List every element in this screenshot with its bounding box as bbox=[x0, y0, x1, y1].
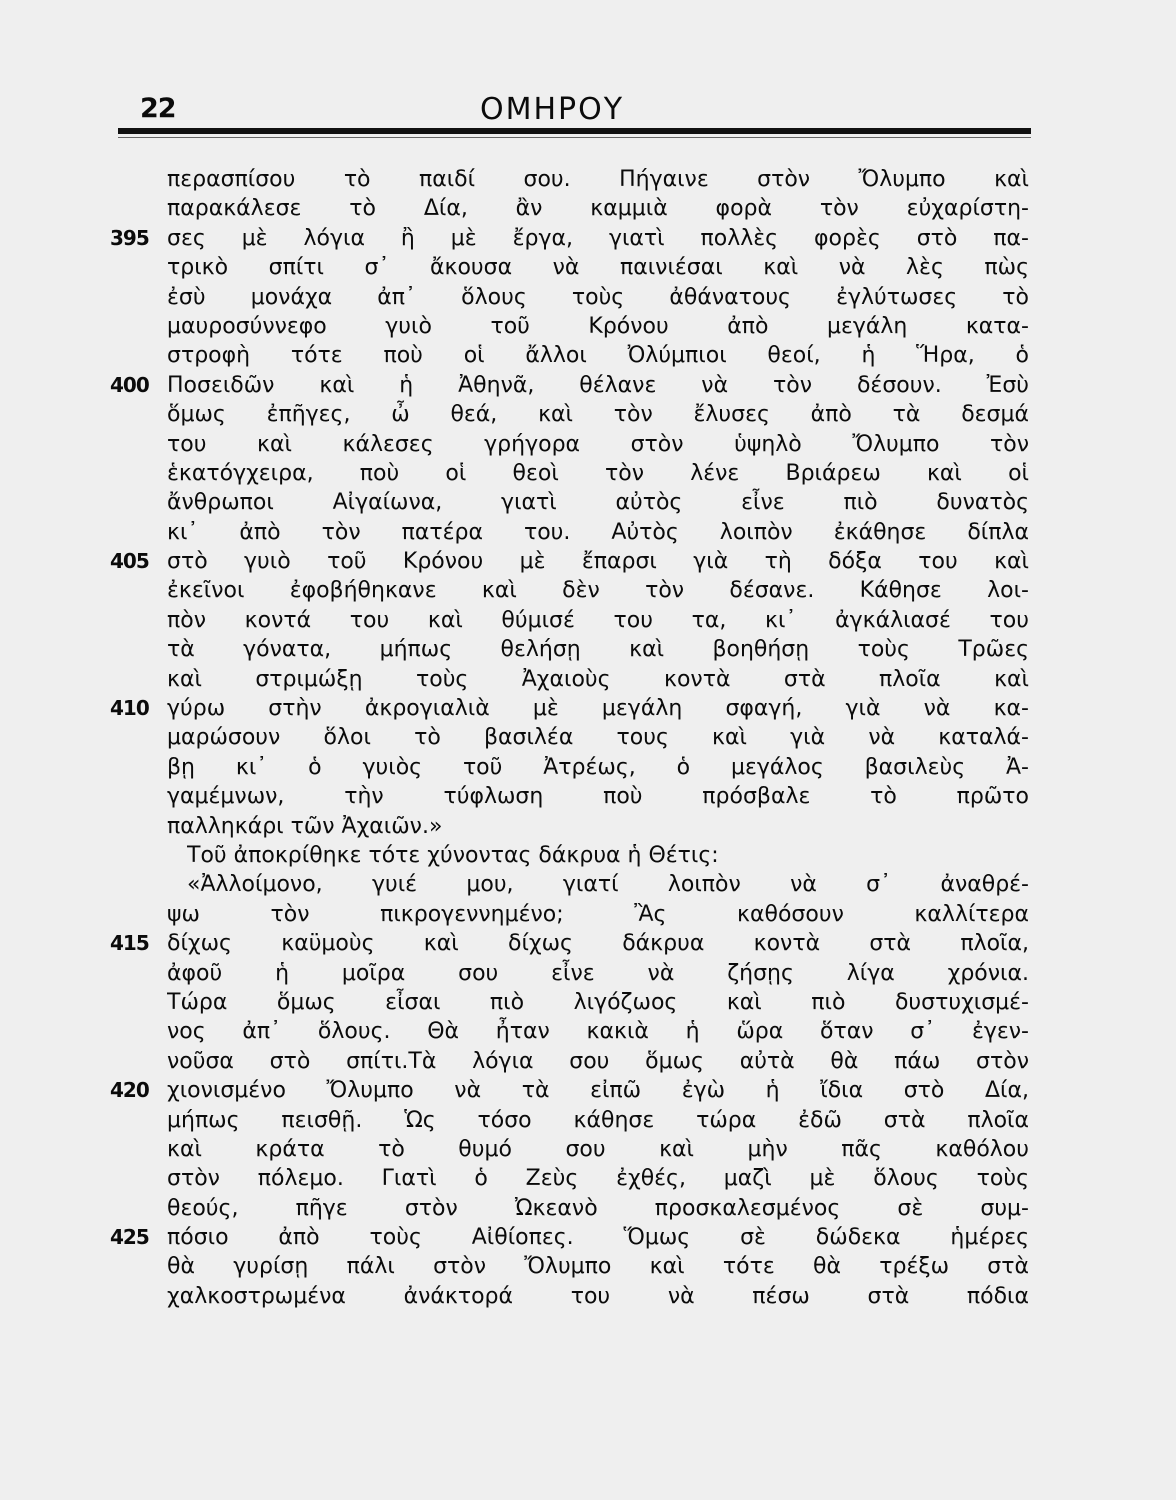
running-head: ΟΜΗΡΟΥ bbox=[480, 92, 625, 127]
text-line bbox=[110, 165, 1030, 194]
line-text: κι᾿ ἀπὸ τὸν πατέρα του. Αὐτὸς λοιπὸν ἐκάθησε δίπλα bbox=[167, 519, 1029, 545]
text-line bbox=[110, 459, 1030, 488]
text-line bbox=[110, 900, 1030, 929]
line-text: Τοῦ ἀποκρίθηκε τότε χύνοντας δάκρυα ἡ Θέτις: bbox=[187, 842, 719, 868]
text-line bbox=[110, 665, 1030, 694]
text-line bbox=[110, 194, 1030, 223]
text-line bbox=[110, 929, 1030, 958]
line-text: γύρω στὴν ἀκρογιαλιὰ μὲ μεγάλη σφαγή, γιὰ νὰ κα- bbox=[167, 696, 1029, 722]
line-text: ὅμως ἐπῆγες, ὦ θεά, καὶ τὸν ἔλυσες ἀπὸ τὰ δεσμά bbox=[167, 402, 1029, 428]
line-number: 425 bbox=[110, 1225, 149, 1250]
text-line bbox=[110, 812, 1030, 841]
line-number: 405 bbox=[110, 549, 149, 574]
text-line bbox=[110, 488, 1030, 517]
text-line bbox=[110, 1047, 1030, 1076]
line-text: θεούς, πῆγε στὸν Ὠκεανὸ προσκαλεσμένος σὲ συμ- bbox=[167, 1195, 1029, 1221]
text-line bbox=[110, 1164, 1030, 1193]
line-text: νοῦσα στὸ σπίτι.Τὰ λόγια σου ὅμως αὐτὰ θὰ πάω στὸν bbox=[167, 1048, 1029, 1074]
text-line bbox=[110, 753, 1030, 782]
text-line bbox=[110, 1076, 1030, 1105]
text-line bbox=[110, 959, 1030, 988]
line-text: «Ἀλλοίμονο, γυιέ μου, γιατί λοιπὸν νὰ σ᾿ ἀναθρέ- bbox=[187, 872, 1029, 898]
line-text: ἐσὺ μονάχα ἀπ᾿ ὅλους τοὺς ἀθάνατους ἐγλύτωσες τὸ bbox=[167, 284, 1029, 310]
line-text: Ποσειδῶν καὶ ἡ Ἀθηνᾶ, θέλανε νὰ τὸν δέσουν. Ἐσὺ bbox=[167, 372, 1029, 398]
line-text: στὸν πόλεμο. Γιατὶ ὁ Ζεὺς ἐχθές, μαζὶ μὲ ὅλους τοὺς bbox=[167, 1166, 1029, 1192]
text-line bbox=[110, 782, 1030, 811]
text-line bbox=[110, 518, 1030, 547]
line-text: πόσιο ἀπὸ τοὺς Αἰθίοπες. Ὅμως σὲ δώδεκα ἡμέρες bbox=[167, 1225, 1029, 1251]
text-line bbox=[110, 870, 1030, 899]
header-rule-thin bbox=[118, 137, 1031, 138]
text-line bbox=[110, 576, 1030, 605]
text-line bbox=[110, 606, 1030, 635]
text-line bbox=[110, 341, 1030, 370]
line-text: τρικὸ σπίτι σ᾿ ἄκουσα νὰ παινιέσαι καὶ νὰ λὲς πὼς bbox=[167, 255, 1029, 281]
text-line bbox=[110, 371, 1030, 400]
line-text: καὶ στριμώξῃ τοὺς Ἀχαιοὺς κοντὰ στὰ πλοῖα καὶ bbox=[167, 666, 1029, 692]
line-text: χιονισμένο Ὄλυμπο νὰ τὰ εἰπῶ ἐγὼ ἡ ἴδια στὸ Δία, bbox=[167, 1078, 1029, 1104]
text-line bbox=[110, 400, 1030, 429]
text-line bbox=[110, 312, 1030, 341]
line-text: χαλκοστρωμένα ἀνάκτορά του νὰ πέσω στὰ πόδια bbox=[167, 1283, 1029, 1309]
text-line bbox=[110, 1223, 1030, 1252]
text-line bbox=[110, 841, 1030, 870]
text-line bbox=[110, 430, 1030, 459]
line-text: ψω τὸν πικρογεννημένο; Ἂς καθόσουν καλλίτερα bbox=[167, 901, 1029, 927]
line-text: Τώρα ὅμως εἶσαι πιὸ λιγόζωος καὶ πιὸ δυστυχισμέ- bbox=[167, 989, 1029, 1015]
line-text: του καὶ κάλεσες γρήγορα στὸν ὑψηλὸ Ὄλυμπο τὸν bbox=[167, 431, 1029, 457]
line-text: παρακάλεσε τὸ Δία, ἂν καμμιὰ φορὰ τὸν εὐχαρίστη- bbox=[167, 196, 1029, 222]
header-rule bbox=[118, 128, 1031, 134]
line-text: μήπως πεισθῇ. Ὡς τόσο κάθησε τώρα ἐδῶ στὰ πλοῖα bbox=[167, 1107, 1029, 1133]
line-number: 400 bbox=[110, 372, 149, 397]
text-line bbox=[110, 283, 1030, 312]
text-line bbox=[110, 723, 1030, 752]
line-text: γαμέμνων, τὴν τύφλωση ποὺ πρόσβαλε τὸ πρῶτο bbox=[167, 784, 1029, 810]
line-number: 410 bbox=[110, 696, 149, 721]
text-body bbox=[110, 165, 1030, 1311]
text-line bbox=[110, 1135, 1030, 1164]
line-text: τὰ γόνατα, μήπως θελήσῃ καὶ βοηθήσῃ τοὺς Τρῶες bbox=[167, 637, 1029, 663]
line-number: 420 bbox=[110, 1078, 149, 1103]
text-line bbox=[110, 253, 1030, 282]
line-text: ἐκεῖνοι ἐφοβήθηκανε καὶ δὲν τὸν δέσανε. Κάθησε λοι- bbox=[167, 578, 1029, 604]
line-text: βῃ κι᾿ ὁ γυιὸς τοῦ Ἀτρέως, ὁ μεγάλος βασιλεὺς Ἀ- bbox=[167, 754, 1029, 780]
line-text: πὸν κοντά του καὶ θύμισέ του τα, κι᾿ ἀγκάλιασέ του bbox=[167, 607, 1029, 633]
line-text: στροφὴ τότε ποὺ οἱ ἄλλοι Ὀλύμπιοι θεοί, ἡ Ἥρα, ὁ bbox=[167, 343, 1029, 369]
line-number: 395 bbox=[110, 225, 149, 250]
text-line bbox=[110, 1194, 1030, 1223]
line-text: στὸ γυιὸ τοῦ Κρόνου μὲ ἔπαρσι γιὰ τὴ δόξα του καὶ bbox=[167, 549, 1029, 575]
page-number: 22 bbox=[140, 93, 176, 124]
line-text: παλληκάρι τῶν Ἀχαιῶν.» bbox=[167, 813, 443, 839]
text-line bbox=[110, 224, 1030, 253]
line-text: σες μὲ λόγια ἢ μὲ ἔργα, γιατὶ πολλὲς φορὲς στὸ πα- bbox=[167, 225, 1029, 251]
line-text: νος ἀπ᾿ ὅλους. Θὰ ἦταν κακιὰ ἡ ὥρα ὅταν σ᾿ ἐγεν- bbox=[167, 1019, 1029, 1045]
line-text: περασπίσου τὸ παιδί σου. Πήγαινε στὸν Ὄλυμπο καὶ bbox=[167, 167, 1029, 192]
line-text: μαυροσύννεφο γυιὸ τοῦ Κρόνου ἀπὸ μεγάλη κατα- bbox=[167, 313, 1029, 339]
line-text: δίχως καϋμοὺς καὶ δίχως δάκρυα κοντὰ στὰ πλοῖα, bbox=[167, 931, 1029, 957]
line-text: καὶ κράτα τὸ θυμό σου καὶ μὴν πᾶς καθόλου bbox=[167, 1136, 1029, 1162]
text-line bbox=[110, 694, 1030, 723]
text-line bbox=[110, 1252, 1030, 1281]
line-text: μαρώσουν ὅλοι τὸ βασιλέα τους καὶ γιὰ νὰ καταλά- bbox=[167, 725, 1029, 751]
text-line bbox=[110, 547, 1030, 576]
line-number: 415 bbox=[110, 931, 149, 956]
line-text: ἄνθρωποι Αἰγαίωνα, γιατὶ αὐτὸς εἶνε πιὸ δυνατὸς bbox=[167, 490, 1029, 516]
text-line bbox=[110, 635, 1030, 664]
line-text: ἑκατόγχειρα, ποὺ οἱ θεοὶ τὸν λένε Βριάρεω καὶ οἱ bbox=[167, 460, 1029, 486]
line-text: θὰ γυρίσῃ πάλι στὸν Ὄλυμπο καὶ τότε θὰ τρέξω στὰ bbox=[167, 1254, 1029, 1280]
text-line bbox=[110, 988, 1030, 1017]
line-text: ἀφοῦ ἡ μοῖρα σου εἶνε νὰ ζήσῃς λίγα χρόνια. bbox=[167, 960, 1029, 986]
text-line bbox=[110, 1106, 1030, 1135]
text-line bbox=[110, 1282, 1030, 1311]
text-line bbox=[110, 1017, 1030, 1046]
